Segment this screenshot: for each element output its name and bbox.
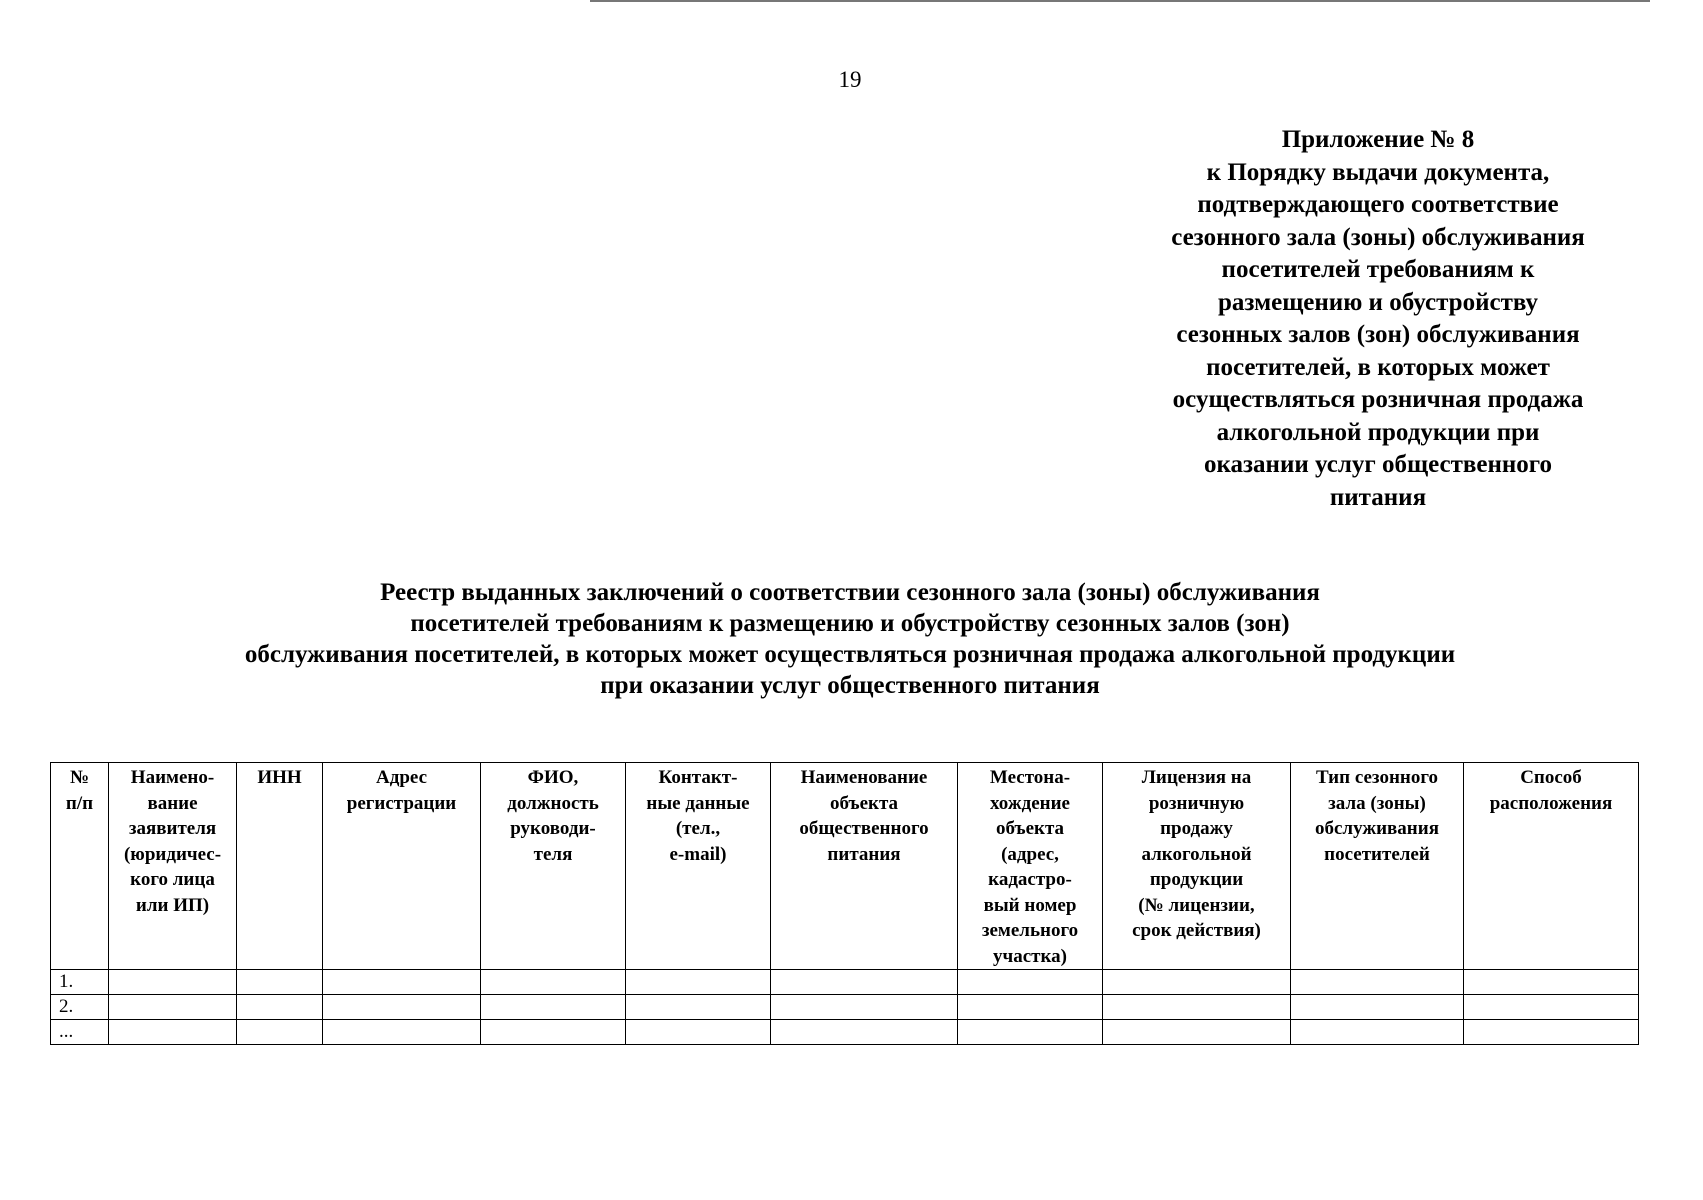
table-cell [109,970,237,995]
row-number-cell: 2. [51,995,109,1020]
table-cell [626,970,771,995]
column-header-alcohol-license: Лицензия на розничную продажу алкогольной продукции (№ лицензии, срок действия) [1103,763,1291,970]
appendix-line: сезонных залов (зон) обслуживания [1176,321,1580,348]
table-cell [1291,995,1464,1020]
registry-title-line: обслуживания посетителей, в которых может осуществляться розничная продажа алкогольной продукции [244,641,1456,668]
table-cell [1464,1020,1639,1045]
appendix-line: оказании услуг общественного [1203,451,1552,478]
appendix-line: посетителей, в которых может [1206,353,1550,381]
table-header-row [51,763,1639,970]
appendix-line: к Порядку выдачи документа, [1206,158,1550,186]
table-cell [109,1020,237,1045]
column-header-number: № п/п [51,763,109,970]
table-row [51,1020,1639,1045]
registry-title [150,577,1550,701]
appendix-line: осуществляться розничная продажа [1172,386,1584,413]
table-cell [481,970,626,995]
appendix-line: питания [1329,483,1427,511]
table-cell [1291,970,1464,995]
registry-title-line: посетителей требованиям к размещению и обустройству сезонных залов (зон) [410,610,1290,637]
table-cell [958,1020,1103,1045]
column-header-applicant-name: Наимено- вание заявителя (юридичес- кого лица или ИП) [109,763,237,970]
table-cell [481,995,626,1020]
table-cell [237,995,323,1020]
table-cell [323,1020,481,1045]
appendix-line: сезонного зала (зоны) обслуживания [1171,223,1585,251]
table-cell [1464,970,1639,995]
table-cell [237,970,323,995]
table-cell [1103,970,1291,995]
table-cell [109,995,237,1020]
registry-title-line: Реестр выданных заключений о соответствии сезонного зала (зоны) обслуживания [380,579,1320,606]
appendix-line: подтверждающего соответствие [1197,191,1559,218]
registry-table [50,762,1639,1045]
registry-title-line: при оказании услуг общественного питания [600,672,1100,699]
table-cell [958,970,1103,995]
appendix-line: посетителей требованиям к [1221,256,1535,283]
column-header-catering-object-name: Наименование объекта общественного питания [771,763,958,970]
table-row [51,970,1639,995]
table-cell [237,1020,323,1045]
table-cell [771,970,958,995]
table-cell [1103,995,1291,1020]
table-row [51,995,1639,1020]
appendix-heading [1118,124,1638,514]
table-cell [323,995,481,1020]
table-cell [626,1020,771,1045]
column-header-head-name-position: ФИО, должность руководи- теля [481,763,626,970]
column-header-seasonal-hall-type: Тип сезонного зала (зоны) обслуживания посетителей [1291,763,1464,970]
column-header-inn: ИНН [237,763,323,970]
table-cell [771,1020,958,1045]
table-cell [1103,1020,1291,1045]
scan-edge-line [590,0,1650,2]
appendix-line: размещению и обустройству [1217,288,1539,316]
table-cell [1464,995,1639,1020]
table-cell [1291,1020,1464,1045]
row-number-cell: ... [51,1020,109,1045]
table-cell [323,970,481,995]
table-cell [771,995,958,1020]
table-cell [481,1020,626,1045]
column-header-registration-address: Адрес регистрации [323,763,481,970]
column-header-contact-details: Контакт- ные данные (тел., e-mail) [626,763,771,970]
table-cell [958,995,1103,1020]
row-number-cell: 1. [51,970,109,995]
column-header-placement-method: Способ расположения [1464,763,1639,970]
column-header-object-location: Местона- хождение объекта (адрес, кадастро- вый номер земельного участка) [958,763,1103,970]
appendix-line: алкогольной продукции при [1216,418,1540,446]
page-number: 19 [838,67,862,92]
table-cell [626,995,771,1020]
appendix-line: Приложение № 8 [1281,126,1475,153]
